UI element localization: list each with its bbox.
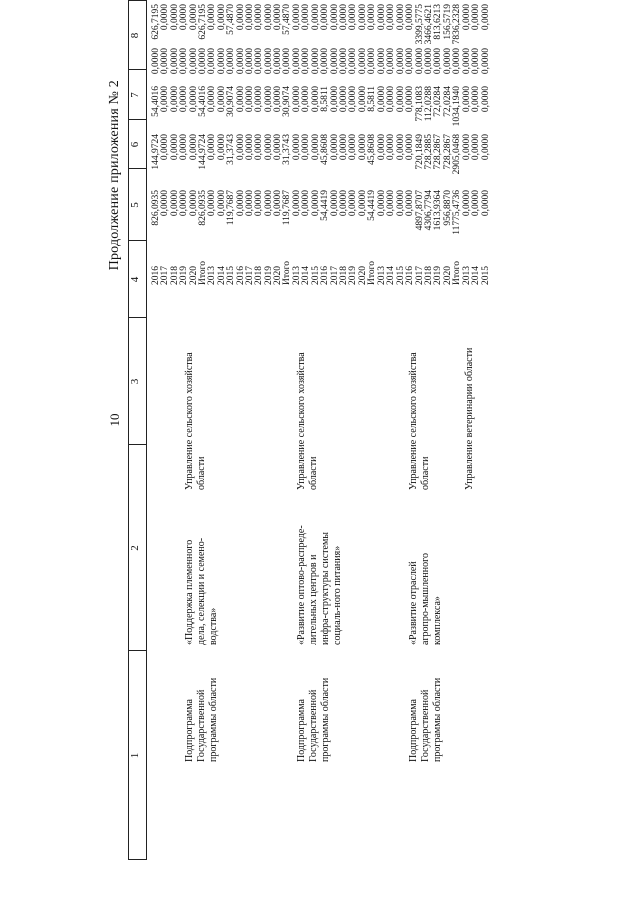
value-cell: 0,0000 [348, 134, 359, 161]
value-cell: 144,9724 [151, 134, 161, 170]
value-cell: 0,0000 [301, 190, 312, 217]
value-cell: 0,0000 [377, 190, 387, 217]
value-cell: 0,0000 [452, 48, 463, 75]
year-column [293, 247, 378, 285]
value-cell: 119,7687 [282, 190, 293, 226]
value-column-4 [378, 190, 463, 248]
value-cell: 0,0000 [310, 190, 321, 217]
rotated-table-sheet [108, 0, 628, 860]
value-cell: 0,0000 [273, 86, 284, 113]
value-column-5 [152, 134, 293, 192]
value-cell: 0,0000 [395, 48, 406, 75]
year-cell: 2019 [263, 266, 274, 285]
value-cell: 11775,4736 [452, 190, 463, 235]
year-cell: 2018 [169, 266, 180, 285]
year-cell: 2018 [423, 266, 434, 285]
value-cell: 0,0000 [377, 48, 387, 75]
value-cell: 3399,5775 [414, 4, 425, 45]
value-cell: 0,0000 [226, 48, 237, 75]
value-cell: 0,0000 [395, 134, 406, 161]
value-cell: 0,0000 [216, 48, 227, 75]
value-cell: 0,0000 [310, 4, 321, 31]
value-column-8 [293, 4, 378, 60]
value-cell: 0,0000 [244, 86, 255, 113]
year-cell: 2016 [405, 266, 416, 285]
value-column-6 [293, 86, 378, 138]
value-cell: 0,0000 [423, 48, 434, 75]
value-cell: 0,0000 [480, 134, 491, 161]
header-bottom-border [146, 0, 147, 860]
value-cell: 0,0000 [480, 190, 491, 217]
value-cell: 8,5811 [320, 86, 331, 112]
value-cell: 0,0000 [338, 190, 349, 217]
appendix-caption: Продолжение приложения № 2 [107, 80, 122, 271]
value-cell: 0,0000 [179, 48, 190, 75]
value-cell: 0,0000 [244, 4, 255, 31]
value-cell: 0,0000 [338, 48, 349, 75]
value-cell: 813,6213 [433, 4, 444, 40]
year-column [152, 247, 293, 285]
year-cell: 2015 [480, 266, 491, 285]
value-cell: 0,0000 [160, 4, 171, 31]
value-cell: 626,7195 [197, 4, 208, 40]
value-cell: 0,0000 [462, 86, 472, 113]
value-cell: 0,0000 [216, 4, 227, 31]
table-top-border [128, 0, 129, 860]
value-cell: 0,0000 [310, 48, 321, 75]
value-cell: 2905,0468 [452, 134, 463, 175]
year-cell: 2013 [462, 266, 472, 285]
year-cell: 2020 [442, 266, 453, 285]
value-cell: 0,0000 [462, 4, 472, 31]
value-cell: 0,0000 [405, 86, 416, 113]
year-cell: 2016 [151, 266, 161, 285]
value-column-4 [152, 190, 293, 248]
value-cell: 0,0000 [254, 48, 265, 75]
value-cell: 0,0000 [292, 86, 302, 113]
value-cell: 626,7195 [151, 4, 161, 40]
value-cell: 0,0000 [471, 86, 482, 113]
year-cell: 2020 [273, 266, 284, 285]
value-cell: 0,0000 [179, 190, 190, 217]
value-cell: 0,0000 [348, 190, 359, 217]
year-column [378, 247, 463, 285]
value-cell: 0,0000 [462, 134, 472, 161]
value-cell: 0,0000 [348, 4, 359, 31]
value-column-5 [378, 134, 463, 192]
column-number-6: 6 [129, 141, 141, 148]
value-cell: 0,0000 [357, 190, 368, 217]
value-cell: 0,0000 [405, 190, 416, 217]
value-cell: 0,0000 [442, 48, 453, 75]
value-cell: 0,0000 [207, 134, 218, 161]
year-column [463, 247, 491, 285]
subprogram-name: «Развитие оптово-распреде-лительных центров и инфра-структуры системы социаль-ного питания» [296, 525, 343, 645]
year-cell: 2014 [216, 266, 227, 285]
value-cell: 0,0000 [377, 134, 387, 161]
value-column-5 [463, 134, 491, 192]
value-cell: 956,8870 [442, 190, 453, 226]
year-cell: 2013 [377, 266, 387, 285]
value-cell: 0,0000 [207, 4, 218, 31]
value-column-5 [293, 134, 378, 192]
program-label: Подпрограмма Государственной программы области [296, 677, 331, 762]
value-cell: 0,0000 [386, 86, 397, 113]
value-cell: 112,0288 [423, 86, 434, 122]
value-cell: 0,0000 [292, 4, 302, 31]
year-cell: 2017 [329, 266, 340, 285]
column-number-1: 1 [129, 752, 141, 759]
value-cell: 0,0000 [377, 86, 387, 113]
value-cell: 72,0284 [442, 86, 453, 117]
value-cell: 0,0000 [471, 190, 482, 217]
value-cell: 0,0000 [235, 190, 246, 217]
value-cell: 0,0000 [357, 134, 368, 161]
value-column-6 [463, 86, 491, 138]
value-cell: 0,0000 [254, 86, 265, 113]
value-cell: 0,0000 [338, 4, 349, 31]
value-cell: 119,7687 [226, 190, 237, 226]
value-cell: 0,0000 [273, 48, 284, 75]
year-cell: 2015 [226, 266, 237, 285]
value-cell: 0,0000 [169, 4, 180, 31]
value-cell: 0,0000 [357, 4, 368, 31]
value-cell: 0,0000 [179, 4, 190, 31]
executor-name: Управление сельского хозяйства области [408, 352, 431, 490]
value-cell: 0,0000 [310, 86, 321, 113]
value-cell: 0,0000 [254, 4, 265, 31]
value-cell: 826,0935 [197, 190, 208, 226]
value-cell: 0,0000 [405, 4, 416, 31]
executor-name: Управление ветеринарии области [464, 347, 475, 490]
value-cell: 72,0284 [433, 86, 444, 117]
value-cell: 0,0000 [310, 134, 321, 161]
value-cell: 826,0935 [151, 190, 161, 226]
value-cell: 0,0000 [160, 190, 171, 217]
value-cell: 0,0000 [235, 134, 246, 161]
value-cell: 0,0000 [301, 48, 312, 75]
value-cell: 0,0000 [273, 4, 284, 31]
value-cell: 0,0000 [348, 86, 359, 113]
value-cell: 0,0000 [386, 48, 397, 75]
value-cell: 57,4870 [226, 4, 237, 35]
value-cell: 4306,7794 [423, 190, 434, 231]
value-cell: 0,0000 [405, 134, 416, 161]
value-cell: 0,0000 [320, 4, 331, 31]
value-cell: 0,0000 [329, 4, 340, 31]
year-cell: 2016 [320, 266, 331, 285]
year-cell: 2016 [235, 266, 246, 285]
year-cell: 2017 [414, 266, 425, 285]
subprogram-name: «Развитие отраслей агропро-мышленного комплекса» [408, 553, 443, 645]
page-number: 10 [107, 413, 122, 427]
value-cell: 0,0000 [338, 134, 349, 161]
year-cell: Итого [367, 260, 378, 285]
value-cell: 0,0000 [188, 48, 199, 75]
value-cell: 1613,9364 [433, 190, 444, 231]
value-cell: 0,0000 [216, 190, 227, 217]
value-cell: 0,0000 [292, 190, 302, 217]
value-cell: 728,2867 [433, 134, 444, 170]
value-cell: 0,0000 [329, 190, 340, 217]
value-column-8 [463, 4, 491, 60]
value-column-4 [463, 190, 491, 248]
year-cell: 2020 [357, 266, 368, 285]
value-cell: 0,0000 [254, 190, 265, 217]
value-cell: 0,0000 [244, 190, 255, 217]
value-cell: 0,0000 [329, 48, 340, 75]
value-cell: 3466,4621 [423, 4, 434, 45]
value-cell: 31,3743 [282, 134, 293, 165]
year-cell: 2014 [301, 266, 312, 285]
value-cell: 45,8608 [320, 134, 331, 165]
year-cell: 2019 [179, 266, 190, 285]
value-cell: 0,0000 [471, 48, 482, 75]
value-cell: 0,0000 [244, 48, 255, 75]
value-cell: 0,0000 [414, 48, 425, 75]
executor-name: Управление сельского хозяйства области [296, 352, 319, 490]
value-cell: 0,0000 [395, 190, 406, 217]
value-cell: 0,0000 [395, 4, 406, 31]
year-cell: 2020 [188, 266, 199, 285]
value-cell: 0,0000 [329, 134, 340, 161]
value-cell: 0,0000 [273, 134, 284, 161]
value-cell: 54,4016 [197, 86, 208, 117]
value-cell: 0,0000 [169, 48, 180, 75]
value-cell: 0,0000 [207, 48, 218, 75]
value-cell: 0,0000 [216, 134, 227, 161]
year-cell: 2013 [207, 266, 218, 285]
column-number-5: 5 [129, 202, 141, 208]
year-cell: 2015 [310, 266, 321, 285]
value-cell: 0,0000 [301, 4, 312, 31]
year-cell: 2018 [254, 266, 265, 285]
value-cell: 144,9724 [197, 134, 208, 170]
value-cell: 54,4419 [320, 190, 331, 221]
value-cell: 0,0000 [329, 86, 340, 113]
column-number-7: 7 [129, 92, 141, 98]
executor-name: Управление сельского хозяйства области [184, 352, 207, 490]
value-cell: 0,0000 [433, 48, 444, 75]
value-cell: 0,0000 [320, 48, 331, 75]
value-cell: 0,0000 [301, 134, 312, 161]
year-cell: 2019 [348, 266, 359, 285]
value-cell: 0,0000 [273, 190, 284, 217]
value-cell: 0,0000 [160, 134, 171, 161]
value-cell: 0,0000 [357, 86, 368, 113]
year-cell: 2019 [433, 266, 444, 285]
value-cell: 4897,8707 [414, 190, 425, 231]
value-cell: 0,0000 [188, 86, 199, 113]
value-cell: 0,0000 [244, 134, 255, 161]
value-cell: 0,0000 [207, 190, 218, 217]
value-cell: 0,0000 [263, 134, 274, 161]
value-cell: 0,0000 [160, 86, 171, 113]
value-cell: 0,0000 [282, 48, 293, 75]
value-cell: 0,0000 [179, 134, 190, 161]
value-column-6 [152, 86, 293, 138]
value-cell: 1034,1940 [452, 86, 463, 127]
value-cell: 0,0000 [179, 86, 190, 113]
value-cell: 0,0000 [235, 4, 246, 31]
value-cell: 0,0000 [151, 48, 161, 75]
value-cell: 0,0000 [188, 134, 199, 161]
value-cell: 0,0000 [263, 190, 274, 217]
value-cell: 0,0000 [367, 4, 378, 31]
value-cell: 0,0000 [377, 4, 387, 31]
value-column-8 [152, 4, 293, 60]
value-cell: 0,0000 [216, 86, 227, 113]
value-cell: 0,0000 [471, 4, 482, 31]
year-cell: Итого [452, 260, 463, 285]
value-cell: 0,0000 [367, 48, 378, 75]
value-cell: 8,5811 [367, 86, 378, 112]
program-label: Подпрограмма Государственной программы области [184, 677, 219, 762]
value-cell: 0,0000 [480, 86, 491, 113]
column-number-3: 3 [129, 378, 141, 385]
value-cell: 54,4419 [367, 190, 378, 221]
subprogram-name: «Поддержка племенного дела, селекции и семено-водства» [184, 537, 219, 645]
value-cell: 0,0000 [480, 4, 491, 31]
value-cell: 45,8608 [367, 134, 378, 165]
value-cell: 0,0000 [405, 48, 416, 75]
program-label: Подпрограмма Государственной программы области [408, 677, 443, 762]
value-cell: 778,1083 [414, 86, 425, 122]
value-cell: 0,0000 [263, 86, 274, 113]
value-cell: 0,0000 [169, 86, 180, 113]
value-cell: 0,0000 [395, 86, 406, 113]
value-column-6 [378, 86, 463, 138]
year-cell: Итого [282, 260, 293, 285]
value-cell: 0,0000 [462, 48, 472, 75]
year-cell: 2018 [338, 266, 349, 285]
value-cell: 0,0000 [386, 190, 397, 217]
value-cell: 0,0000 [263, 4, 274, 31]
year-cell: 2017 [160, 266, 171, 285]
value-cell: 0,0000 [263, 48, 274, 75]
value-cell: 0,0000 [386, 4, 397, 31]
value-cell: 0,0000 [471, 134, 482, 161]
column-number-2: 2 [129, 545, 141, 551]
value-cell: 0,0000 [235, 48, 246, 75]
year-cell: 2017 [244, 266, 255, 285]
value-cell: 0,0000 [292, 134, 302, 161]
value-cell: 54,4016 [151, 86, 161, 117]
value-cell: 728,2885 [423, 134, 434, 170]
value-cell: 7836,2328 [452, 4, 463, 45]
value-cell: 0,0000 [348, 48, 359, 75]
value-cell: 0,0000 [462, 190, 472, 217]
value-cell: 0,0000 [235, 86, 246, 113]
value-cell: 31,3743 [226, 134, 237, 165]
value-cell: 0,0000 [188, 4, 199, 31]
value-cell: 0,0000 [160, 48, 171, 75]
column-number-8: 8 [129, 32, 141, 39]
year-cell: Итого [197, 260, 208, 285]
value-cell: 30,9074 [226, 86, 237, 117]
year-cell: 2014 [471, 266, 482, 285]
year-cell: 2014 [386, 266, 397, 285]
value-cell: 57,4870 [282, 4, 293, 35]
value-cell: 0,0000 [197, 48, 208, 75]
value-cell: 728,2867 [442, 134, 453, 170]
year-cell: 2015 [395, 266, 406, 285]
value-cell: 0,0000 [357, 48, 368, 75]
value-cell: 0,0000 [207, 86, 218, 113]
value-cell: 720,1849 [414, 134, 425, 170]
column-number-4: 4 [129, 276, 141, 283]
value-cell: 0,0000 [169, 134, 180, 161]
value-cell: 30,9074 [282, 86, 293, 117]
value-cell: 0,0000 [169, 190, 180, 217]
value-cell: 0,0000 [188, 190, 199, 217]
value-cell: 156,5719 [442, 4, 453, 40]
value-cell: 0,0000 [386, 134, 397, 161]
value-cell: 0,0000 [301, 86, 312, 113]
year-cell: 2013 [292, 266, 302, 285]
value-cell: 0,0000 [254, 134, 265, 161]
value-cell: 0,0000 [292, 48, 302, 75]
value-column-8 [378, 4, 463, 60]
value-column-4 [293, 190, 378, 248]
value-cell: 0,0000 [480, 48, 491, 75]
value-cell: 0,0000 [338, 86, 349, 113]
